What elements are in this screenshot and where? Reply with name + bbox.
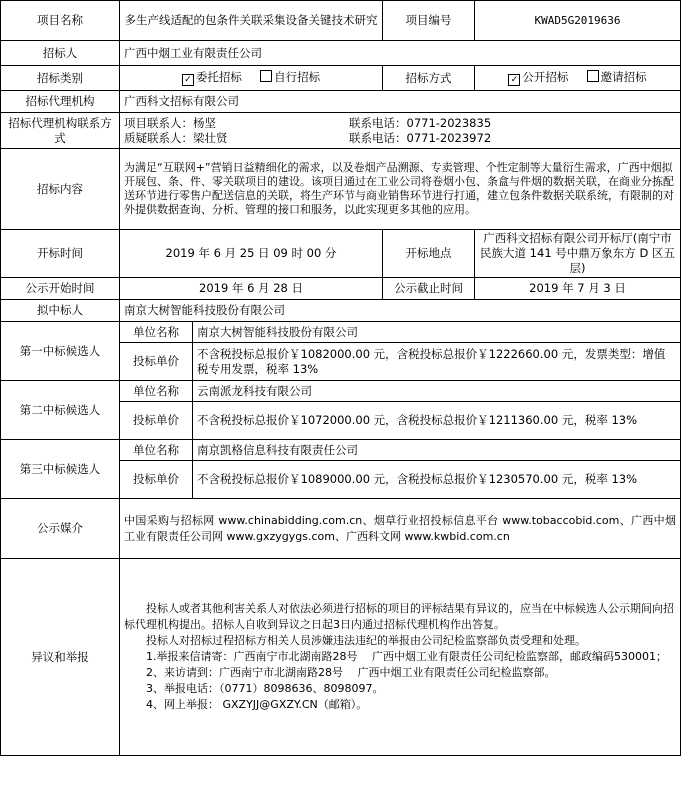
objection-paragraph-1: 投标人或者其他利害关系人对依法必须进行招标的项目的评标结果有异议的，应当在中标候选人公示期间向招标代理机构提出。招标人自收到异议之日起3日内通过招标代理机构作出答复。 [124, 602, 674, 631]
option-entrusted: 委托招标 [195, 70, 242, 84]
candidate-2-unit-row [1, 381, 681, 402]
agency-contact-label: 招标代理机构联系方式 [1, 113, 120, 149]
tenderer-label: 招标人 [1, 41, 120, 66]
row-tender-type [1, 66, 681, 91]
project-name-value: 多生产线适配的包条件关联采集设备关键技术研究 [120, 1, 383, 41]
row-agency [1, 91, 681, 113]
row-publicity [1, 278, 681, 300]
row-objection [1, 559, 681, 756]
objection-value [120, 559, 681, 756]
objection-item-2: 2、来访请到：广西南宁市北湖南路28号 广西中烟工业有限责任公司纪检监察部。 [146, 666, 556, 679]
candidate-3-label: 第三中标候选人 [1, 440, 120, 499]
qs-phone-label: 联系电话： [349, 130, 407, 145]
row-media [1, 499, 681, 559]
option-invite: 邀请招标 [600, 70, 647, 84]
checkbox-self [260, 70, 272, 82]
candidate-1-unit-label: 单位名称 [120, 322, 193, 343]
open-time-label: 开标时间 [1, 230, 120, 278]
objection-label: 异议和举报 [1, 559, 120, 756]
pm-name: 杨坚 [193, 115, 216, 130]
candidate-2-price: 不含税投标总报价￥1072000.00 元，含税投标总报价￥1211360.00 元，税率 13% [193, 402, 681, 440]
row-winner [1, 300, 681, 322]
row-open [1, 230, 681, 278]
objection-item-3: 3、举报电话：（0771）8098636、8098097。 [146, 682, 384, 695]
candidate-3-unit-row [1, 440, 681, 461]
winner-label: 拟中标人 [1, 300, 120, 322]
qs-phone: 0771-2023972 [406, 130, 492, 145]
candidate-1-label: 第一中标候选人 [1, 322, 120, 381]
candidate-2-price-label: 投标单价 [120, 402, 193, 440]
candidate-3-price: 不含税投标总报价￥1089000.00 元，含税投标总报价￥1230570.00 元，税率 13% [193, 461, 681, 499]
pub-start-label: 公示开始时间 [1, 278, 120, 300]
open-place-value: 广西科文招标有限公司开标厅(南宁市民族大道 141 号中鼎万象东方 D 区五层) [475, 230, 681, 278]
tender-type-options [120, 66, 383, 91]
option-self: 自行招标 [274, 70, 321, 84]
row-project [1, 1, 681, 41]
checkbox-invite [587, 70, 599, 82]
pm-phone-label: 联系电话： [349, 115, 407, 130]
objection-item-4: 4、网上举报： GXZYJJ@GXZY.CN（邮箱）。 [146, 698, 368, 711]
content-label: 招标内容 [1, 149, 120, 230]
checkbox-open: ✓ [508, 74, 520, 86]
pm-label: 项目联系人： [124, 115, 193, 130]
pub-end-value: 2019 年 7 月 3 日 [475, 278, 681, 300]
row-tenderer [1, 41, 681, 66]
candidate-2-label: 第二中标候选人 [1, 381, 120, 440]
agency-contact-value [120, 113, 681, 149]
media-label: 公示媒介 [1, 499, 120, 559]
media-value: 中国采购与招标网 www.chinabidding.com.cn、烟草行业招投标信息平台 www.tobaccobid.com、广西中烟工业有限责任公司网 www.gxzygygs.com、广西科文网 www.kwbid.com.cn [120, 499, 681, 559]
candidate-3-unit-label: 单位名称 [120, 440, 193, 461]
candidate-2-unit-label: 单位名称 [120, 381, 193, 402]
qs-name: 梁壮贤 [193, 130, 228, 145]
project-name-label: 项目名称 [1, 1, 120, 41]
project-no-value: KWAD5G2019636 [475, 1, 681, 41]
row-content [1, 149, 681, 230]
tender-type-label: 招标类别 [1, 66, 120, 91]
candidate-1-unit: 南京大树智能科技股份有限公司 [193, 322, 681, 343]
checkbox-entrusted: ✓ [182, 74, 194, 86]
pub-start-value: 2019 年 6 月 28 日 [120, 278, 383, 300]
winner-value: 南京大树智能科技股份有限公司 [120, 300, 681, 322]
objection-item-1: 1.举报来信请寄：广西南宁市北湖南路28号 广西中烟工业有限责任公司纪检监察部，邮政编码530001； [146, 650, 667, 663]
tenderer-value: 广西中烟工业有限责任公司 [120, 41, 681, 66]
content-value: 为满足“互联网+”营销日益精细化的需求，以及卷烟产品溯源、专卖管理、个性定制等大量衍生需求，广西中烟拟开展包、条、件、零关联项目的建设。该项目通过在工业公司将卷烟小包、条盒与件烟的数据关联，在商业分拣配送环节进行零售户配送信息的关联，将生产环节与商业销售环节进行打通，建立包条件数据关联系统，有限制的对外提供数据查询、分析、管理的接口和服务，以此实现更多其他的应用。 [120, 149, 681, 230]
candidate-1-unit-row [1, 322, 681, 343]
qs-label: 质疑联系人： [124, 130, 193, 145]
open-place-label: 开标地点 [383, 230, 475, 278]
tender-method-options [475, 66, 681, 91]
row-agency-contact [1, 113, 681, 149]
agency-label: 招标代理机构 [1, 91, 120, 113]
project-no-label: 项目编号 [383, 1, 475, 41]
pm-phone: 0771-2023835 [406, 115, 492, 130]
candidate-3-price-label: 投标单价 [120, 461, 193, 499]
candidate-1-price: 不含税投标总报价￥1082000.00 元，含税投标总报价￥1222660.00 元，发票类型：增值税专用发票，税率 13% [193, 343, 681, 381]
objection-paragraph-2: 投标人对招标过程招标方相关人员涉嫌违法违纪的举报由公司纪检监察部负责受理和处理。 [146, 634, 586, 647]
candidate-1-price-label: 投标单价 [120, 343, 193, 381]
pub-end-label: 公示截止时间 [383, 278, 475, 300]
candidate-2-unit: 云南派龙科技有限公司 [193, 381, 681, 402]
tender-method-label: 招标方式 [383, 66, 475, 91]
candidate-3-unit: 南京凯格信息科技有限责任公司 [193, 440, 681, 461]
option-open: 公开招标 [522, 70, 569, 84]
agency-value: 广西科文招标有限公司 [120, 91, 681, 113]
open-time-value: 2019 年 6 月 25 日 09 时 00 分 [120, 230, 383, 278]
